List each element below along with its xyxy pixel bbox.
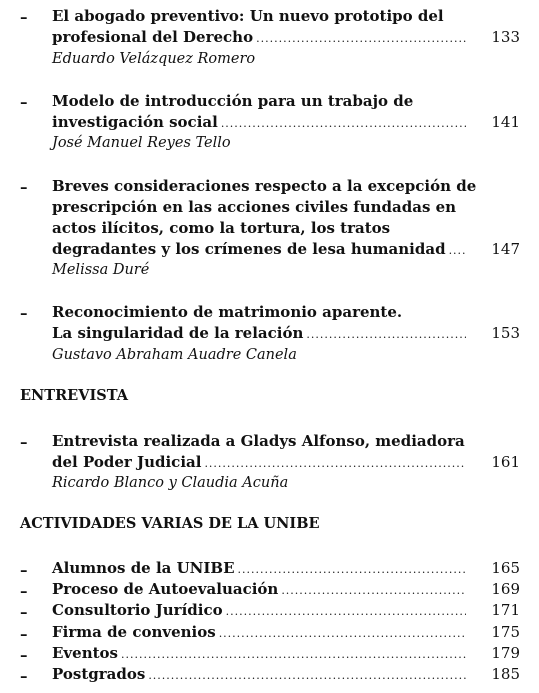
entry-title-line: del Poder Judicial (52, 453, 202, 471)
entry-dash: – (20, 561, 28, 579)
section-heading-actividades: ACTIVIDADES VARIAS DE LA UNIBE (20, 515, 320, 532)
entry-title-line: Alumnos de la UNIBE (52, 559, 235, 577)
entry-dash: – (20, 93, 28, 111)
page-number: 161 (491, 453, 520, 471)
entry-dash: – (20, 667, 28, 685)
dot-leader (226, 601, 466, 622)
entry-title-line: Firma de convenios (52, 623, 216, 641)
entry-title-last-line (52, 112, 466, 134)
entry-title-line: Entrevista realizada a Gladys Alfonso, mediadora (52, 432, 465, 450)
entry-title-last-line (52, 558, 466, 580)
entry-title-last-line (52, 622, 466, 644)
entry-title-last-line (52, 27, 466, 49)
entry-title-line: Eventos (52, 644, 118, 662)
entry-title-last-line (52, 452, 466, 474)
entry-title-line: Breves consideraciones respecto a la excepción de (52, 177, 477, 195)
dot-leader (204, 453, 466, 474)
entry-dash: – (20, 178, 28, 196)
entry-author: Melissa Duré (52, 262, 150, 278)
page-number: 153 (491, 324, 520, 342)
dot-leader (449, 240, 466, 261)
entry-title-line: Proceso de Autoevaluación (52, 580, 279, 598)
entry-title-last-line (52, 323, 466, 345)
dot-leader (121, 644, 466, 665)
entry-title-last-line (52, 239, 466, 261)
dot-leader (281, 580, 466, 601)
entry-title-line: degradantes y los crímenes de lesa humanidad (52, 240, 446, 258)
section-heading-entrevista: ENTREVISTA (20, 387, 128, 404)
page-number: 147 (491, 240, 520, 258)
entry-title-line: investigación social (52, 113, 218, 131)
entry-dash: – (20, 625, 28, 643)
entry-title-line: La singularidad de la relación (52, 324, 304, 342)
entry-title-line: El abogado preventivo: Un nuevo prototipo del (52, 7, 444, 25)
page-number: 165 (491, 559, 520, 577)
entry-title-line: profesional del Derecho (52, 28, 254, 46)
entry-title-line: Postgrados (52, 665, 146, 683)
dot-leader (219, 623, 466, 644)
entry-dash: – (20, 8, 28, 26)
entry-title-last-line (52, 664, 466, 686)
entry-title-line: Consultorio Jurídico (52, 601, 223, 619)
entry-author: Ricardo Blanco y Claudia Acuña (52, 475, 289, 491)
page-number: 133 (491, 28, 520, 46)
page-number: 169 (491, 580, 520, 598)
dot-leader (256, 28, 466, 49)
dot-leader (306, 324, 466, 345)
entry-dash: – (20, 646, 28, 664)
page-number: 171 (491, 601, 520, 619)
entry-author: Gustavo Abraham Auadre Canela (52, 347, 297, 363)
page-number: 141 (491, 113, 520, 131)
entry-title-last-line (52, 579, 466, 601)
entry-dash: – (20, 433, 28, 451)
page-number: 179 (491, 644, 520, 662)
entry-title-line: Modelo de introducción para un trabajo de (52, 92, 414, 110)
entry-dash: – (20, 582, 28, 600)
dot-leader (148, 665, 466, 686)
entry-dash: – (20, 603, 28, 621)
dot-leader (221, 113, 466, 134)
entry-title-last-line (52, 643, 466, 665)
entry-author: José Manuel Reyes Tello (52, 135, 231, 151)
entry-title-line: actos ilícitos, como la tortura, los tratos (52, 219, 391, 237)
entry-dash: – (20, 304, 28, 322)
page-number: 175 (491, 623, 520, 641)
entry-title-line: Reconocimiento de matrimonio aparente. (52, 303, 403, 321)
entry-author: Eduardo Velázquez Romero (52, 51, 256, 67)
entry-title-line: prescripción en las acciones civiles fundadas en (52, 198, 457, 216)
entry-title-last-line (52, 600, 466, 622)
page-number: 185 (491, 665, 520, 683)
dot-leader (238, 559, 466, 580)
